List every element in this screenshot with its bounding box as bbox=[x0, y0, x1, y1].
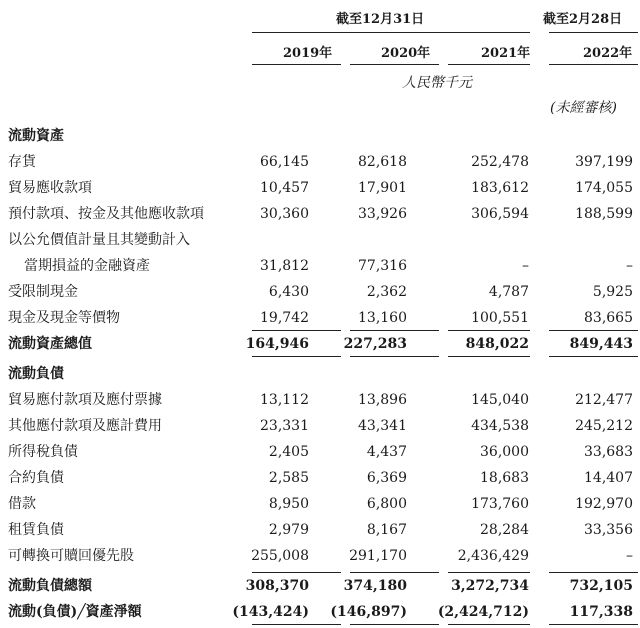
cell-2020: 77,316 bbox=[358, 258, 407, 274]
unaudited-note: (未經審核) bbox=[550, 100, 617, 116]
year-rule-2019 bbox=[252, 64, 341, 65]
cell-2020: 227,283 bbox=[343, 336, 407, 352]
cell-2022: 5,925 bbox=[592, 284, 633, 300]
liab-subtotal-rule-2019 bbox=[252, 572, 341, 573]
cell-2020: 82,618 bbox=[358, 154, 407, 170]
cell-2019: (143,424) bbox=[232, 604, 309, 620]
subtotal-rule-2020 bbox=[350, 330, 439, 331]
cell-2020: 8,167 bbox=[366, 522, 407, 538]
row-label: 當期損益的金融資產 bbox=[24, 258, 150, 274]
cell-2019: 30,360 bbox=[260, 206, 309, 222]
row-label: 貿易應付款項及應付票據 bbox=[8, 392, 162, 408]
row-label: 以公允價值計量且其變動計入 bbox=[8, 232, 190, 248]
cell-2019: 66,145 bbox=[260, 154, 309, 170]
cell-2021: 173,760 bbox=[471, 496, 529, 512]
cell-2022: 212,477 bbox=[575, 392, 633, 408]
cell-2022: 245,212 bbox=[575, 418, 633, 434]
row-label: 存貨 bbox=[8, 154, 36, 170]
table-row bbox=[0, 416, 640, 442]
row-label: 現金及現金等價物 bbox=[8, 310, 120, 326]
cell-2021: 3,272,734 bbox=[451, 578, 529, 594]
cell-2019: 255,008 bbox=[251, 548, 309, 564]
cell-2020: (146,897) bbox=[330, 604, 407, 620]
cell-2022: 14,407 bbox=[584, 470, 633, 486]
cell-2021: 252,478 bbox=[471, 154, 529, 170]
cell-2022: 397,199 bbox=[575, 154, 633, 170]
cell-2021: 183,612 bbox=[471, 180, 529, 196]
cell-2022: 849,443 bbox=[569, 336, 633, 352]
table-row bbox=[0, 282, 640, 308]
cell-2019: 6,430 bbox=[268, 284, 309, 300]
row-label: 流動資產總值 bbox=[8, 336, 92, 352]
cell-2021: 36,000 bbox=[480, 444, 529, 460]
cell-2022: – bbox=[626, 548, 633, 564]
table-row bbox=[0, 178, 640, 204]
cell-2021: 100,551 bbox=[471, 310, 529, 326]
cell-2019: 164,946 bbox=[245, 336, 309, 352]
cell-2022: 174,055 bbox=[575, 180, 633, 196]
cell-2021: 28,284 bbox=[480, 522, 529, 538]
cell-2019: 2,979 bbox=[268, 522, 309, 538]
row-label: 預付款項、按金及其他應收款項 bbox=[8, 206, 204, 222]
table-row bbox=[0, 390, 640, 416]
row-label: 借款 bbox=[8, 496, 36, 512]
cell-2019: 2,585 bbox=[268, 470, 309, 486]
section-title: 流動資產 bbox=[8, 128, 64, 144]
cell-2019: 10,457 bbox=[260, 180, 309, 196]
final-rule-2021 bbox=[448, 624, 530, 625]
subtotal-rule-2022 bbox=[549, 330, 638, 331]
total-current-liabilities-row bbox=[0, 576, 640, 602]
cell-2022: 33,683 bbox=[584, 444, 633, 460]
liab-subtotal-rule-2020 bbox=[350, 572, 439, 573]
cell-2019: 19,742 bbox=[260, 310, 309, 326]
table-row bbox=[0, 230, 640, 256]
total-rule-2021 bbox=[448, 356, 530, 357]
section-current-liabilities bbox=[0, 364, 640, 390]
year-rule-2021 bbox=[448, 64, 530, 65]
cell-2021: 18,683 bbox=[480, 470, 529, 486]
section-title: 流動負債 bbox=[8, 366, 64, 382]
cell-2019: 8,950 bbox=[268, 496, 309, 512]
table-row bbox=[0, 494, 640, 520]
cell-2021: 4,787 bbox=[488, 284, 529, 300]
cell-2020: 2,362 bbox=[366, 284, 407, 300]
row-label: 其他應付款項及應計費用 bbox=[8, 418, 162, 434]
period-header-feb28: 截至2月28日 bbox=[543, 12, 623, 27]
total-rule-2022 bbox=[549, 356, 638, 357]
table-row bbox=[0, 256, 640, 282]
year-rule-2020 bbox=[350, 64, 439, 65]
cell-2021: 2,436,429 bbox=[457, 548, 529, 564]
cell-2019: 308,370 bbox=[245, 578, 309, 594]
cell-2022: 192,970 bbox=[575, 496, 633, 512]
row-label: 受限制現金 bbox=[8, 284, 78, 300]
subtotal-rule-2021 bbox=[448, 330, 530, 331]
cell-2022: 732,105 bbox=[569, 578, 633, 594]
cell-2021: (2,424,712) bbox=[437, 604, 529, 620]
year-2020: 2020年 bbox=[381, 46, 431, 61]
cell-2020: 291,170 bbox=[349, 548, 407, 564]
cell-2019: 13,112 bbox=[260, 392, 309, 408]
cell-2019: 23,331 bbox=[260, 418, 309, 434]
cell-2019: 31,812 bbox=[260, 258, 309, 274]
cell-2022: 117,338 bbox=[569, 604, 633, 620]
cell-2020: 13,896 bbox=[358, 392, 407, 408]
row-label: 合約負債 bbox=[8, 470, 64, 486]
year-2019: 2019年 bbox=[283, 46, 333, 61]
period-rule-dec31 bbox=[252, 32, 530, 33]
section-current-assets bbox=[0, 126, 640, 152]
table-row bbox=[0, 442, 640, 468]
cell-2022: 83,665 bbox=[584, 310, 633, 326]
final-rule-2019 bbox=[252, 624, 341, 625]
cell-2021: 848,022 bbox=[465, 336, 529, 352]
cell-2022: – bbox=[626, 258, 633, 274]
row-label: 流動負債總額 bbox=[8, 578, 92, 594]
currency-unit: 人民幣千元 bbox=[402, 75, 472, 91]
total-rule-2020 bbox=[350, 356, 439, 357]
cell-2019: 2,405 bbox=[268, 444, 309, 460]
period-rule-feb28 bbox=[549, 32, 638, 33]
row-label: 可轉換可贖回優先股 bbox=[8, 548, 134, 564]
table-row bbox=[0, 520, 640, 546]
cell-2020: 33,926 bbox=[358, 206, 407, 222]
liab-subtotal-rule-2021 bbox=[448, 572, 530, 573]
final-rule-2022 bbox=[549, 624, 638, 625]
cell-2020: 6,369 bbox=[366, 470, 407, 486]
total-rule-2019 bbox=[252, 356, 341, 357]
table-row bbox=[0, 204, 640, 230]
row-label: 租賃負債 bbox=[8, 522, 64, 538]
table-row bbox=[0, 152, 640, 178]
cell-2020: 374,180 bbox=[343, 578, 407, 594]
cell-2021: 145,040 bbox=[471, 392, 529, 408]
cell-2021: – bbox=[522, 258, 529, 274]
cell-2022: 33,356 bbox=[584, 522, 633, 538]
year-2022: 2022年 bbox=[583, 46, 633, 61]
cell-2020: 6,800 bbox=[366, 496, 407, 512]
cell-2021: 434,538 bbox=[471, 418, 529, 434]
cell-2022: 188,599 bbox=[575, 206, 633, 222]
final-rule-2020 bbox=[350, 624, 439, 625]
row-label: 貿易應收款項 bbox=[8, 180, 92, 196]
cell-2020: 43,341 bbox=[358, 418, 407, 434]
cell-2020: 13,160 bbox=[358, 310, 407, 326]
cell-2020: 4,437 bbox=[366, 444, 407, 460]
year-2021: 2021年 bbox=[481, 46, 531, 61]
row-label: 流動(負債)╱資產淨額 bbox=[8, 604, 142, 620]
year-rule-2022 bbox=[549, 64, 638, 65]
table-row bbox=[0, 468, 640, 494]
row-label: 所得稅負債 bbox=[8, 444, 78, 460]
table-row bbox=[0, 546, 640, 572]
liab-subtotal-rule-2022 bbox=[549, 572, 638, 573]
cell-2021: 306,594 bbox=[471, 206, 529, 222]
cell-2020: 17,901 bbox=[358, 180, 407, 196]
period-header-dec31: 截至12月31日 bbox=[336, 12, 425, 27]
subtotal-rule-2019 bbox=[252, 330, 341, 331]
